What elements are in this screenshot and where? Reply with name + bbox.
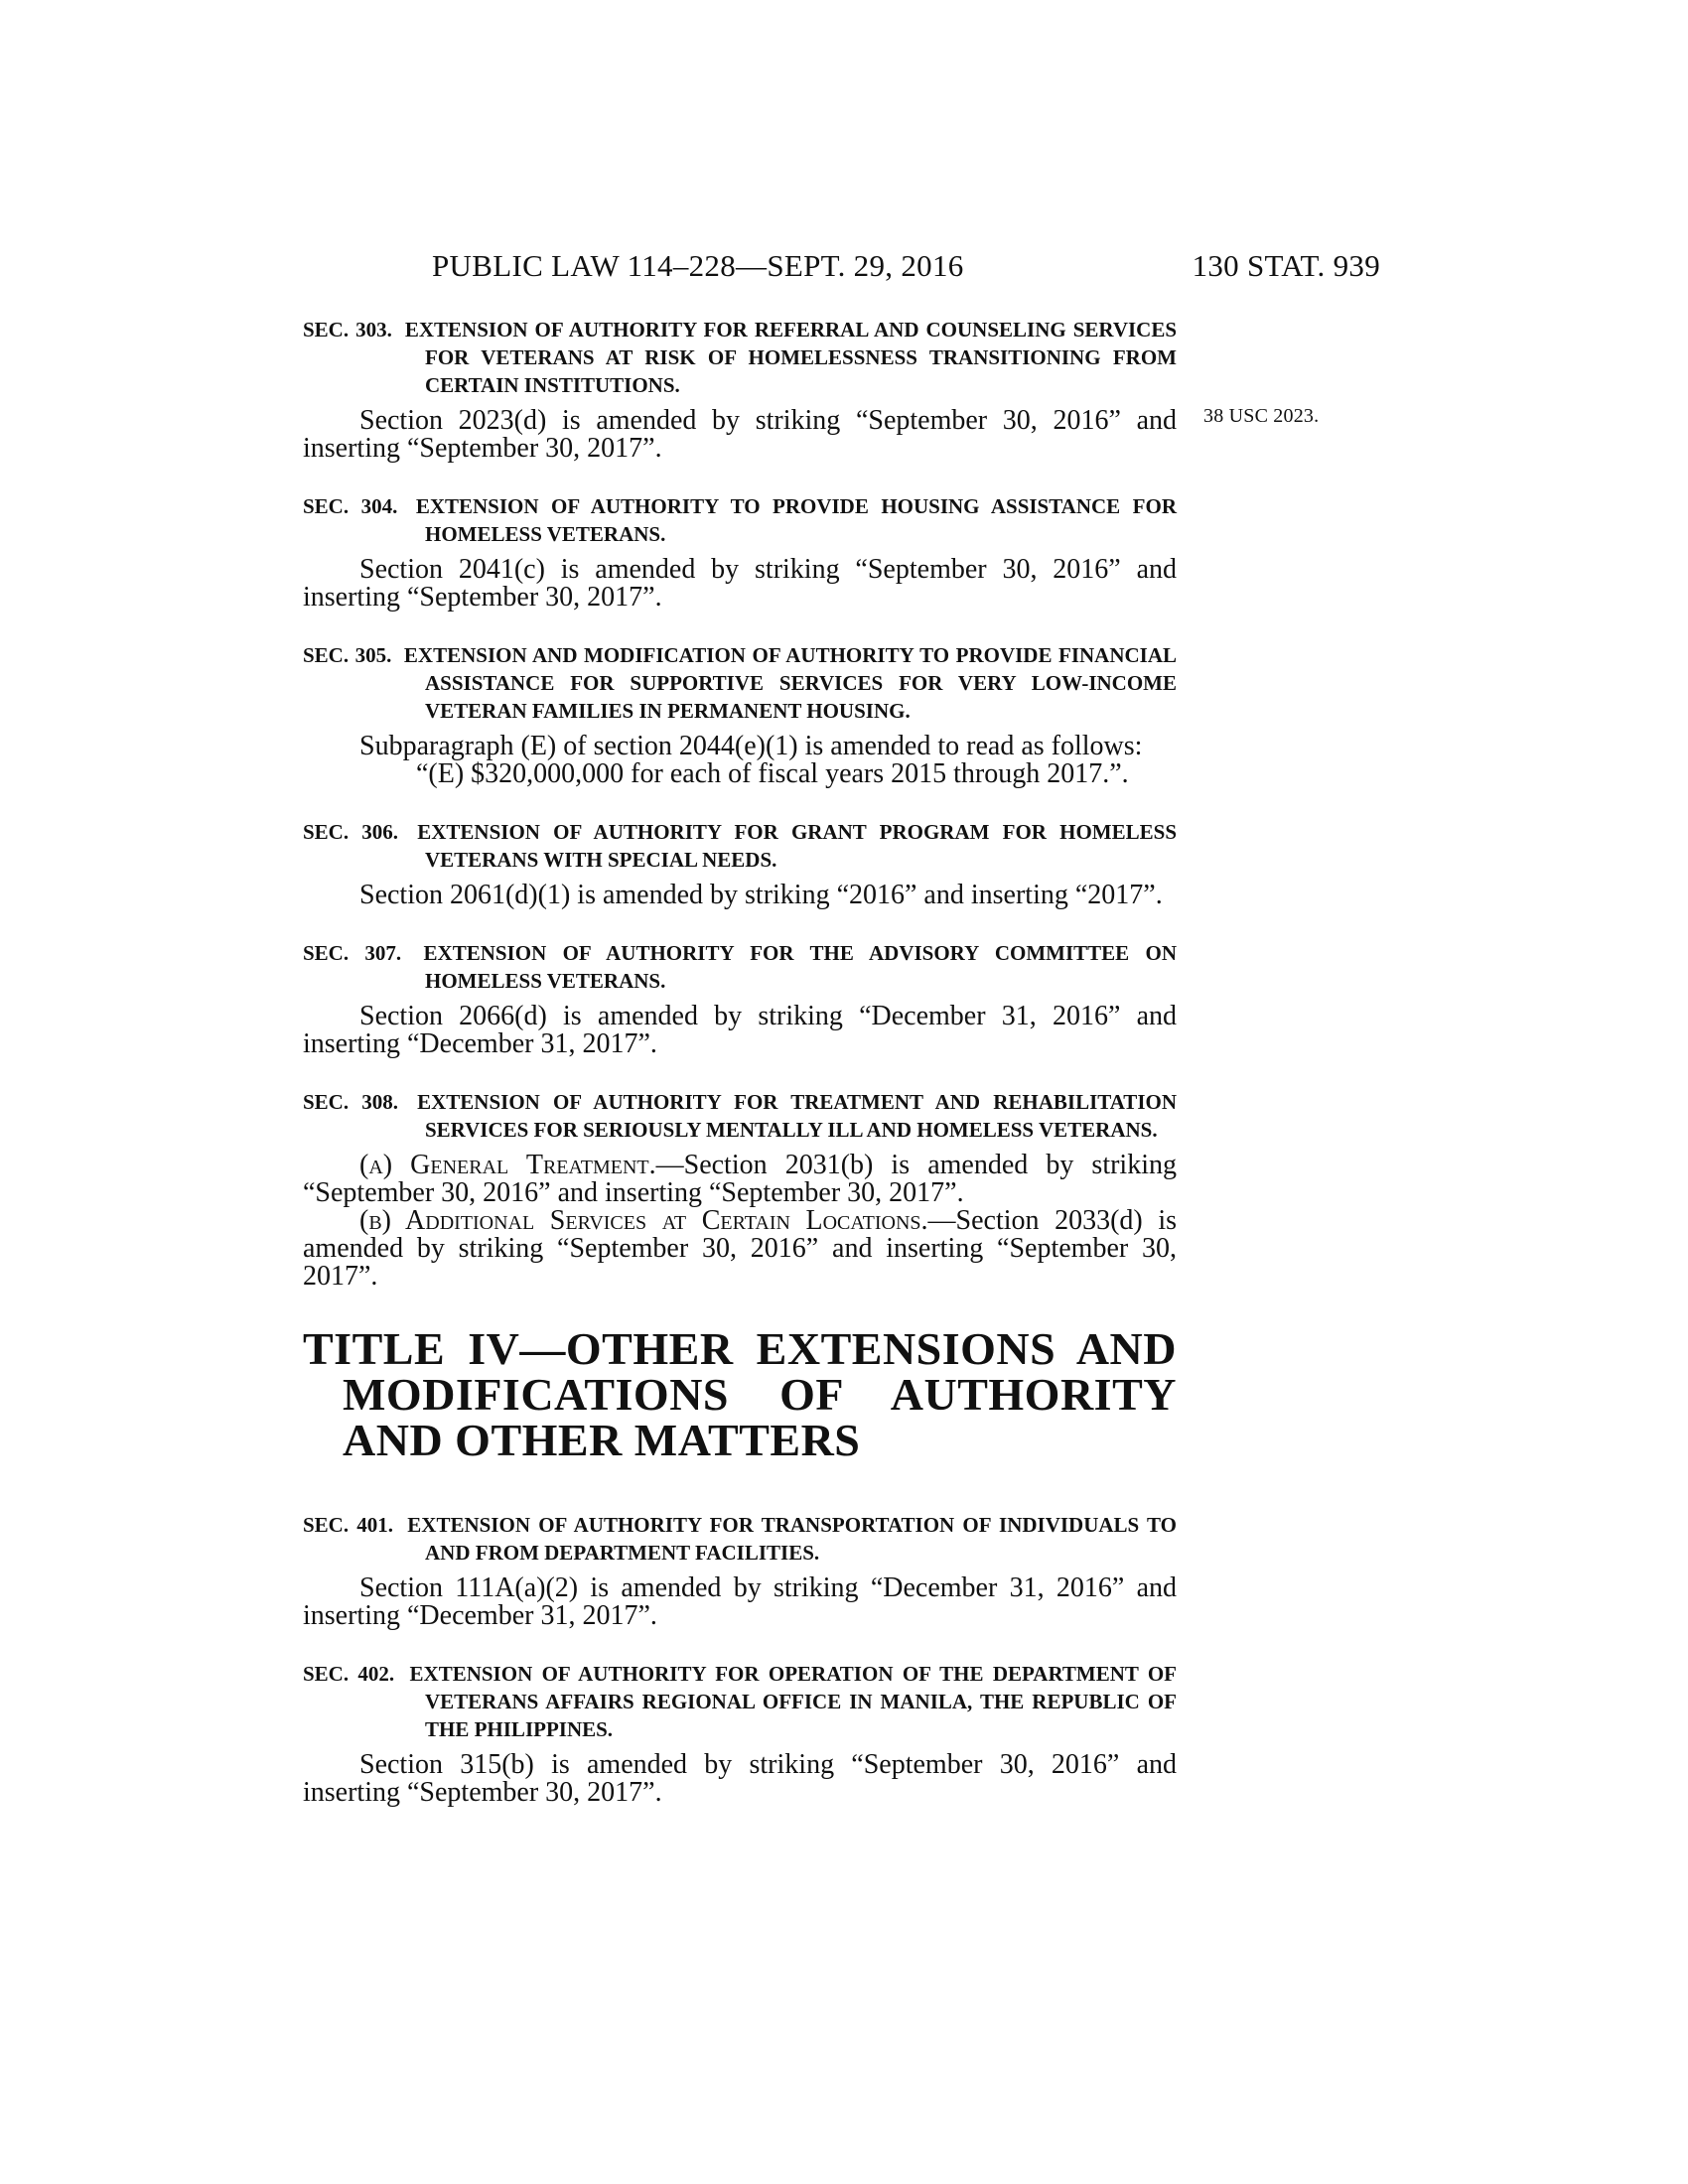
subsection-text: —Section 2031(b) is amended by striking “September 30, 2016” and inserting “September 30, 2017”. xyxy=(303,1150,1177,1208)
section-title: EXTENSION AND MODIFICATION OF AUTHORITY TO PROVIDE FINANCIAL ASSISTANCE FOR SUPPORTIVE SERVICES FOR VERY LOW-INCOME VETERAN FAMILIES IN PERMANENT HOUSING. xyxy=(403,643,1178,723)
section-heading xyxy=(303,492,1177,548)
section-title: EXTENSION OF AUTHORITY FOR REFERRAL AND COUNSELING SERVICES FOR VETERANS AT RISK OF HOMELESSNESS TRANSITIONING FROM CERTAIN INSTITUTIONS. xyxy=(404,318,1178,397)
section-number: SEC. 303. xyxy=(303,318,392,341)
section-number: SEC. 305. xyxy=(303,643,392,667)
section-number: SEC. 401. xyxy=(303,1513,394,1537)
section-number: SEC. 307. xyxy=(303,941,402,965)
section-number: SEC. 304. xyxy=(303,494,398,518)
section-title: EXTENSION OF AUTHORITY FOR TRANSPORTATION OF INDIVIDUALS TO AND FROM DEPARTMENT FACILITIES. xyxy=(407,1513,1178,1565)
section-text: Section 2041(c) is amended by striking “September 30, 2016” and inserting “September 30, 2017”. xyxy=(303,554,1177,613)
section-heading xyxy=(303,316,1177,399)
section-number: SEC. 308. xyxy=(303,1090,398,1114)
section-heading xyxy=(303,1660,1177,1743)
section-307 xyxy=(303,939,1177,1058)
section-306 xyxy=(303,818,1177,909)
subsection-b xyxy=(303,1207,1177,1291)
section-305 xyxy=(303,641,1177,788)
section-text: Section 2023(d) is amended by striking “September 30, 2016” and inserting “September 30, 2017”. xyxy=(303,405,1177,464)
title-heading: TITLE IV—OTHER EXTENSIONS AND MODIFICATIONS OF AUTHORITY AND OTHER MATTERS xyxy=(303,1323,1177,1465)
subsection-a xyxy=(303,1152,1177,1207)
section-text: Section 2061(d)(1) is amended by striking “2016” and inserting “2017”. xyxy=(359,880,1163,910)
section-title: EXTENSION OF AUTHORITY FOR THE ADVISORY COMMITTEE ON HOMELESS VETERANS. xyxy=(423,941,1178,993)
subsection-label: (a) General Treatment. xyxy=(359,1150,656,1180)
section-heading xyxy=(303,939,1177,995)
statute-page-number: 130 STAT. 939 xyxy=(1192,248,1380,283)
section-303 xyxy=(303,316,1177,463)
subsection-text: —Section 2033(d) is amended by striking “September 30, 2016” and inserting “September 30, 2017”. xyxy=(303,1205,1177,1292)
section-number: SEC. 306. xyxy=(303,820,399,844)
section-text: Section 2066(d) is amended by striking “December 31, 2016” and inserting “December 31, 2017”. xyxy=(303,1001,1177,1059)
section-heading xyxy=(303,1088,1177,1144)
document-body xyxy=(303,316,1177,1815)
section-402 xyxy=(303,1660,1177,1807)
section-title: EXTENSION OF AUTHORITY FOR TREATMENT AND REHABILITATION SERVICES FOR SERIOUSLY MENTALLY ILL AND HOMELESS VETERANS. xyxy=(417,1090,1177,1142)
running-head-title: PUBLIC LAW 114–228—SEPT. 29, 2016 xyxy=(432,248,964,283)
quoted-amendment: “(E) $320,000,000 for each of fiscal years 2015 through 2017.”. xyxy=(416,758,1129,789)
section-text: Section 315(b) is amended by striking “September 30, 2016” and inserting “September 30, 2017”. xyxy=(303,1749,1177,1808)
section-heading xyxy=(303,818,1177,874)
page-header xyxy=(303,248,1380,288)
section-401 xyxy=(303,1511,1177,1630)
section-title: EXTENSION OF AUTHORITY FOR GRANT PROGRAM FOR HOMELESS VETERANS WITH SPECIAL NEEDS. xyxy=(417,820,1177,872)
section-title: EXTENSION OF AUTHORITY TO PROVIDE HOUSING ASSISTANCE FOR HOMELESS VETERANS. xyxy=(415,494,1177,546)
subsection-label: (b) Additional Services at Certain Locations. xyxy=(359,1205,928,1236)
section-304 xyxy=(303,492,1177,612)
section-number: SEC. 402. xyxy=(303,1662,395,1686)
section-heading xyxy=(303,641,1177,725)
section-text: Section 111A(a)(2) is amended by striking “December 31, 2016” and inserting “December 31, 2017”. xyxy=(303,1572,1177,1631)
section-title: EXTENSION OF AUTHORITY FOR OPERATION OF THE DEPARTMENT OF VETERANS AFFAIRS REGIONAL OFFICE IN MANILA, THE REPUBLIC OF THE PHILIPPINES. xyxy=(409,1662,1177,1741)
section-text: Subparagraph (E) of section 2044(e)(1) is amended to read as follows: xyxy=(359,731,1143,761)
section-heading xyxy=(303,1511,1177,1567)
margin-citation: 38 USC 2023. xyxy=(1203,405,1320,427)
section-308 xyxy=(303,1088,1177,1291)
